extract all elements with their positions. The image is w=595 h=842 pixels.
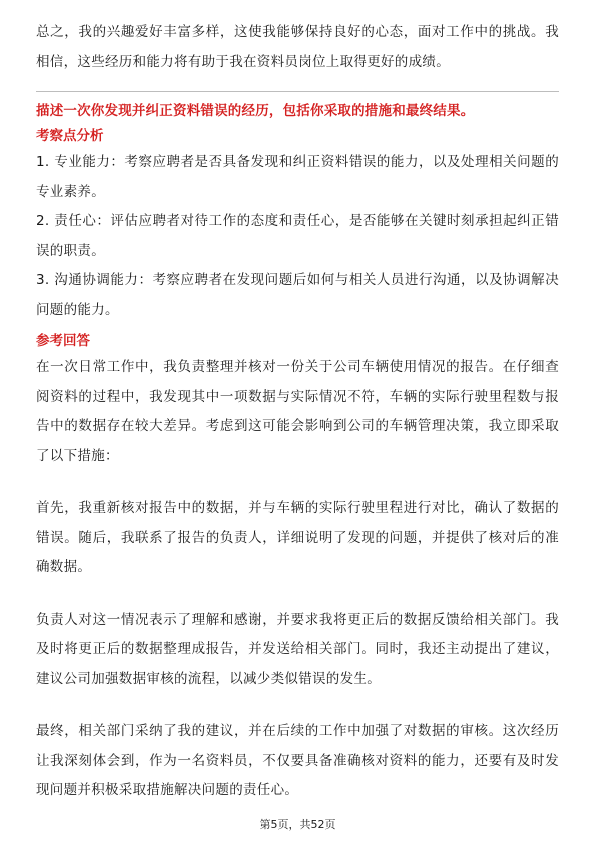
interview-question: 描述一次你发现并纠正资料错误的经历，包括你采取的措施和最终结果。 [36, 103, 475, 119]
section-divider [36, 91, 559, 92]
answer-heading: 参考回答 [36, 333, 90, 349]
intro-paragraph: 总之，我的兴趣爱好丰富多样，这使我能够保持良好的心态，面对工作中的挑战。我相信，这些经历和能力将有助于我在资料员岗位上取得更好的成绩。 [36, 24, 559, 70]
analysis-item: 3. 沟通协调能力：考察应聘者在发现问题后如何与相关人员进行沟通，以及协调解决问题的能力。 [36, 272, 559, 318]
answer-paragraph: 负责人对这一情况表示了理解和感谢，并要求我将更正后的数据反馈给相关部门。我及时将更正后的数据整理成报告，并发送给相关部门。同时，我还主动提出了建议，建议公司加强数据审核的流程，以减少类似错误的发生。 [36, 611, 559, 687]
analysis-heading: 考察点分析 [36, 128, 104, 144]
answer-paragraph: 在一次日常工作中，我负责整理并核对一份关于公司车辆使用情况的报告。在仔细查阅资料的过程中，我发现其中一项数据与实际情况不符，车辆的实际行驶里程数与报告中的数据存在较大差异。考虑到这可能会影响到公司的车辆管理决策，我立即采取了以下措施： [36, 359, 559, 464]
analysis-item: 2. 责任心：评估应聘者对待工作的态度和责任心，是否能够在关键时刻承担起纠正错误的职责。 [36, 213, 559, 259]
page-number: 第5页，共52页 [259, 818, 336, 831]
analysis-item: 1. 专业能力：考察应聘者是否具备发现和纠正资料错误的能力，以及处理相关问题的专业素养。 [36, 154, 559, 200]
answer-paragraph: 最终，相关部门采纳了我的建议，并在后续的工作中加强了对数据的审核。这次经历让我深刻体会到，作为一名资料员，不仅要具备准确核对资料的能力，还要有及时发现问题并积极采取措施解决问题的责任心。 [36, 723, 559, 798]
answer-paragraph: 首先，我重新核对报告中的数据，并与车辆的实际行驶里程进行对比，确认了数据的错误。随后，我联系了报告的负责人，详细说明了发现的问题，并提供了核对后的准确数据。 [36, 500, 559, 575]
document-page [36, 18, 559, 806]
